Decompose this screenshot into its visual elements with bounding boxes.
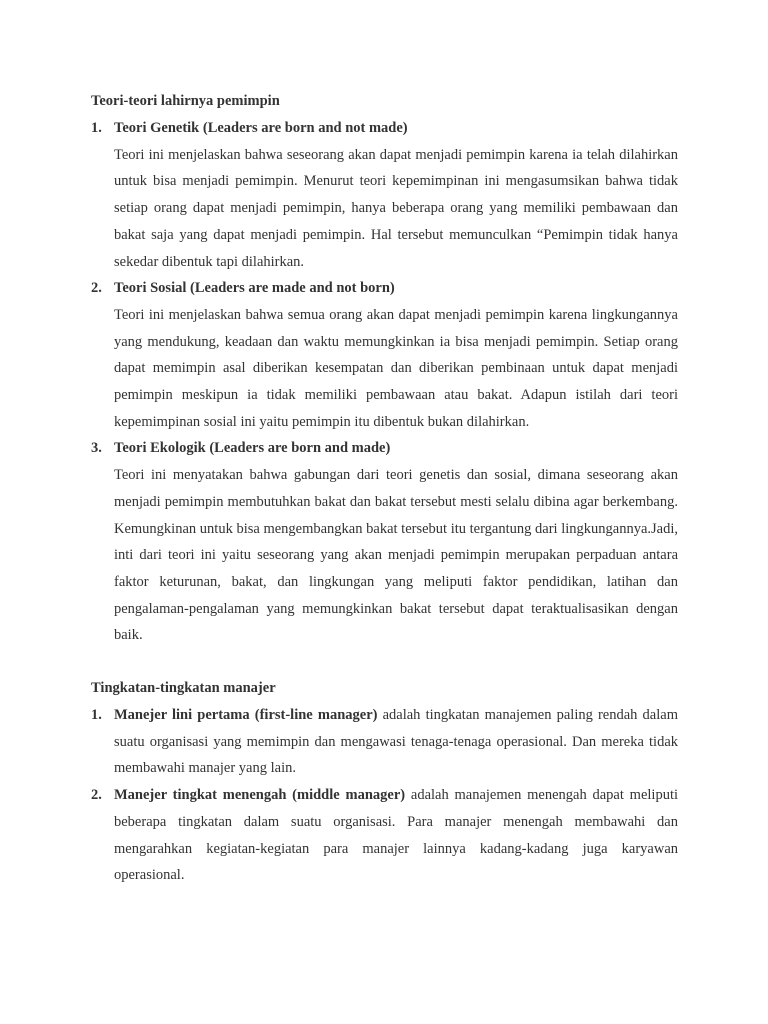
list-item bbox=[91, 782, 678, 889]
list-number: 2. bbox=[91, 787, 102, 804]
list-number: 1. bbox=[91, 120, 102, 136]
theory-description: Teori ini menjelaskan bahwa semua orang akan dapat menjadi pemimpin karena lingkungannya yang mendukung, keadaan dan waktu memungkinkan ia bisa menjadi pemimpin. Setiap orang dapat memimpin asal diberikan kesempatan dan diberikan pembinaan untuk dapat menjadi pemimpin meskipun ia tidak memiliki pembawaan atau bakat. Adapun istilah dari teori kepemimpinan sosial ini yaitu pemimpin itu dibentuk bukan dilahirkan. bbox=[114, 306, 678, 430]
manager-level-description: adalah manajemen menengah dapat meliputi beberapa tingkatan dalam suatu organisasi. Para manajer menengah membawahi dan mengarahkan kegiatan-kegiatan para manajer lainnya kadang-kadang juga karyawan operasional. bbox=[114, 787, 678, 884]
manager-level-description: adalah tingkatan manajemen paling rendah dalam suatu organisasi yang memimpin dan mengawasi tenaga-tenaga operasional. Dan mereka tidak membawahi manajer yang lain. bbox=[114, 707, 678, 777]
theory-description: Teori ini menyatakan bahwa gabungan dari teori genetis dan sosial, dimana seseorang akan menjadi pemimpin membutuhkan bakat dan bakat tersebut mesti selalu dibina agar berkembang. Kemungkinan untuk bisa mengembangkan bakat tersebut itu tergantung dari lingkungannya.Jadi, inti dari teori ini yaitu seseorang yang akan menjadi pemimpin merupakan perpaduan antara faktor keturunan, bakat, dan lingkungan yang meliputi faktor pendidikan, latihan dan pengalaman-pengalaman yang memungkinkan bakat tersebut dapat teraktualisasikan dengan baik. bbox=[114, 467, 678, 644]
list-number: 2. bbox=[91, 280, 102, 297]
list-number: 1. bbox=[91, 707, 102, 724]
list-item bbox=[91, 702, 678, 782]
list-number: 3. bbox=[91, 440, 102, 457]
manager-level-paragraph bbox=[114, 782, 678, 889]
manager-level-paragraph bbox=[114, 702, 678, 782]
theory-description: Teori ini menjelaskan bahwa seseorang akan dapat menjadi pemimpin karena ia telah dilahirkan untuk bisa menjadi pemimpin. Menurut teori kepemimpinan ini mengasumsikan bahwa tidak setiap orang dapat menjadi pemimpin, hanya beberapa orang yang memiliki pembawaan dan bakat saja yang dapat menjadi pemimpin. Hal tersebut memunculkan “Pemimpin tidak hanya sekedar dibentuk tapi dilahirkan. bbox=[114, 146, 678, 270]
list-item bbox=[91, 115, 678, 275]
list-item bbox=[91, 275, 678, 435]
section-heading-manager-levels: Tingkatan-tingkatan manajer bbox=[91, 680, 276, 697]
section-heading-leadership-theories: Teori-teori lahirnya pemimpin bbox=[91, 93, 280, 109]
theory-title: Teori Ekologik (Leaders are born and made) bbox=[114, 440, 391, 457]
list-item bbox=[91, 435, 678, 649]
theory-title: Teori Sosial (Leaders are made and not born) bbox=[114, 280, 395, 297]
manager-level-list bbox=[91, 702, 678, 889]
manager-level-term: Manejer lini pertama (first-line manager) bbox=[114, 707, 378, 724]
theory-title: Teori Genetik (Leaders are born and not made) bbox=[114, 120, 408, 136]
theory-list bbox=[91, 115, 678, 649]
section-spacer bbox=[91, 649, 678, 675]
manager-level-term: Manejer tingkat menengah (middle manager) bbox=[114, 787, 406, 804]
